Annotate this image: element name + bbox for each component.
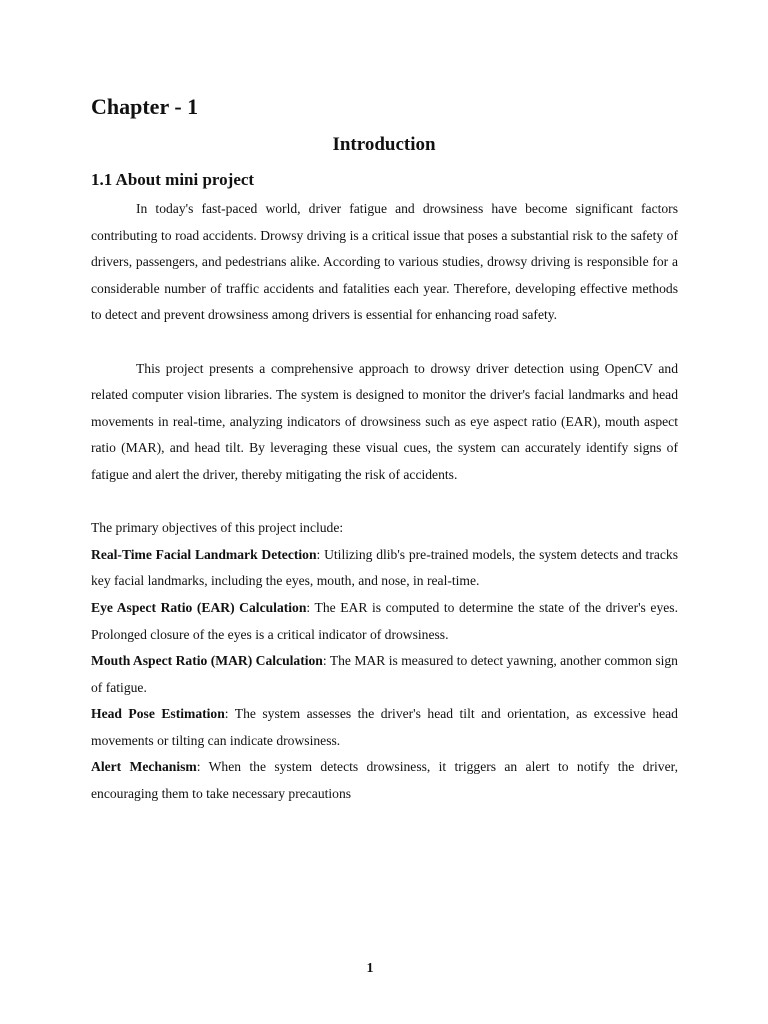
objective-title: Alert Mechanism	[91, 759, 197, 775]
objective-text: : Utilizing dlib's pre-trained models, the system detects and tracks key facial landmarks, including the eyes, mouth, and nose, in real-time.	[91, 546, 678, 589]
objective-text: : The MAR is measured to detect yawning, another common sign of fatigue.	[91, 653, 678, 695]
objective-item	[91, 542, 678, 595]
chapter-title: Introduction	[332, 134, 436, 155]
objective-title: Mouth Aspect Ratio (MAR) Calculation	[91, 653, 323, 669]
chapter-heading: Chapter - 1	[91, 94, 199, 119]
paragraph-spacer	[91, 329, 678, 356]
paragraph-spacer	[91, 489, 678, 516]
objective-title: Head Pose Estimation	[91, 706, 225, 722]
objective-text: : When the system detects drowsiness, it triggers an alert to notify the driver, encouraging them to take necessary precautions	[91, 759, 678, 802]
objectives-intro: The primary objectives of this project include:	[91, 520, 344, 536]
intro-paragraph-2: This project presents a comprehensive approach to drowsy driver detection using OpenCV and related computer vision libraries. The system is designed to monitor the driver's facial landmarks and head movements in real-time, analyzing indicators of drowsiness such as eye aspect ratio (EAR), mouth aspect ratio (MAR), and head tilt. By leveraging these visual cues, the system can accurately identify signs of fatigue and alert the driver, thereby mitigating the risk of accidents.	[91, 360, 678, 482]
objective-item	[91, 648, 678, 701]
objective-item	[91, 754, 678, 807]
objective-text: : The system assesses the driver's head tilt and orientation, as excessive head movements or tilting can indicate drowsiness.	[91, 706, 678, 748]
objective-item	[91, 701, 678, 754]
objective-title: Eye Aspect Ratio (EAR) Calculation	[91, 599, 307, 615]
objective-title: Real-Time Facial Landmark Detection	[91, 546, 317, 562]
objective-text: : The EAR is computed to determine the state of the driver's eyes. Prolonged closure of the eyes is a critical indicator of drowsiness.	[91, 599, 678, 642]
section-body	[91, 196, 678, 808]
intro-paragraph-1: In today's fast-paced world, driver fatigue and drowsiness have become significant factors contributing to road accidents. Drowsy driving is a critical issue that poses a substantial risk to the safety of drivers, passengers, and pedestrians alike. According to various studies, drowsy driving is responsible for a considerable number of traffic accidents and fatalities each year. Therefore, developing effective methods to detect and prevent drowsiness among drivers is essential for enhancing road safety.	[91, 201, 678, 323]
page-number: 1	[366, 961, 374, 976]
section-heading: 1.1 About mini project	[91, 170, 255, 189]
objective-item	[91, 595, 678, 648]
